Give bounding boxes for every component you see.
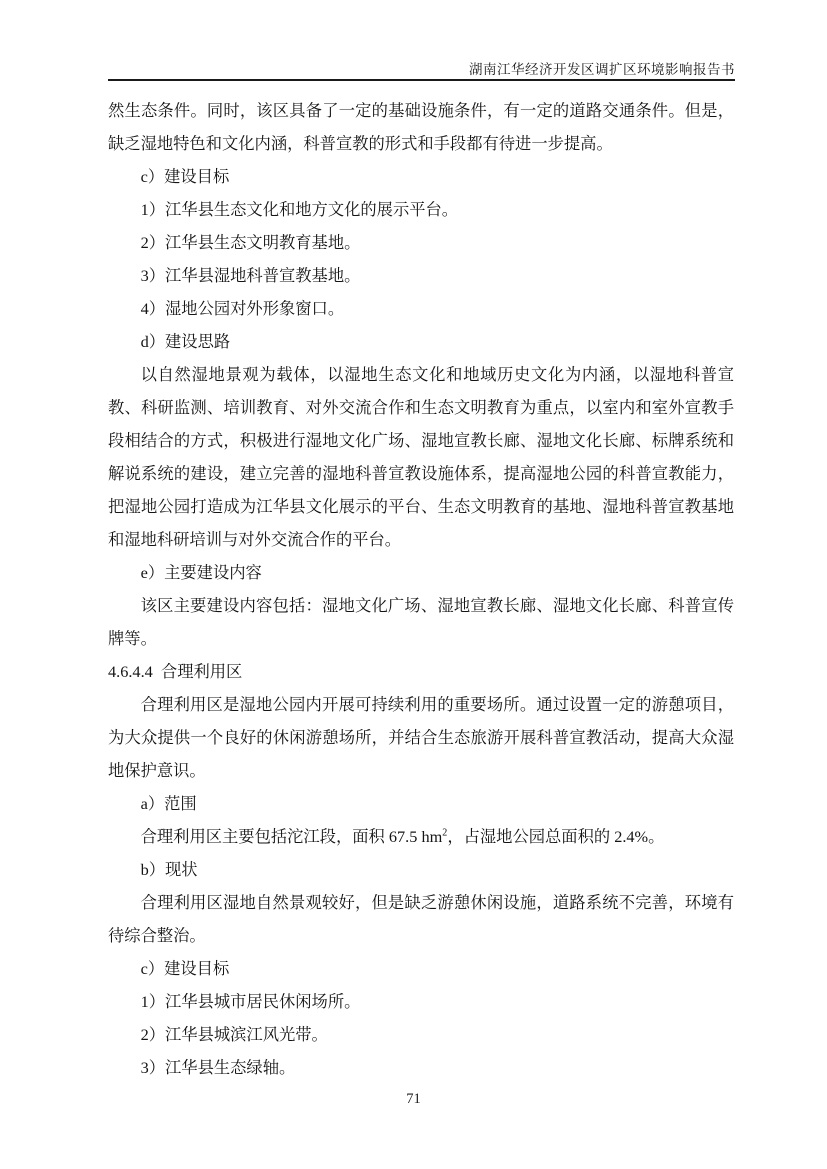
list-item: 1）江华县生态文化和地方文化的展示平台。 xyxy=(140,200,459,219)
page-header-title: 湖南江华经济开发区调扩区环境影响报告书 xyxy=(469,62,735,77)
list-item: 3）江华县湿地科普宣教基地。 xyxy=(140,266,361,285)
list-item: d）建设思路 xyxy=(140,332,231,351)
list-item: 3）江华县生态绿轴。 xyxy=(140,1058,296,1077)
list-item: 4）湿地公园对外形象窗口。 xyxy=(140,299,345,318)
paragraph: 合理利用区湿地自然景观较好，但是缺乏游憩休闲设施，道路系统不完善，环境有待综合整治。 xyxy=(108,893,734,945)
header-rule xyxy=(108,79,735,81)
page-number: 71 xyxy=(406,1091,421,1107)
paragraph: 合理利用区是湿地公园内开展可持续利用的重要场所。通过设置一定的游憩项目，为大众提供一个良好的休闲游憩场所，并结合生态旅游开展科普宣教活动，提高大众湿地保护意识。 xyxy=(108,695,734,780)
list-item: b）现状 xyxy=(140,860,198,879)
section-heading: 4.6.4.4 合理利用区 xyxy=(108,662,243,681)
area-text-post: ，占湿地公园总面积的 2.4%。 xyxy=(447,827,665,846)
list-item: 1）江华县城市居民休闲场所。 xyxy=(140,992,361,1011)
list-item: c）建设目标 xyxy=(140,959,230,978)
paragraph: 以自然湿地景观为载体，以湿地生态文化和地域历史文化为内涵，以湿地科普宣教、科研监测、培训教育、对外交流合作和生态文明教育为重点，以室内和室外宣教手段相结合的方式，积极进行湿地文化广场、湿地宣教长廊、湿地文化长廊、标牌系统和解说系统的建设，建立完善的湿地科普宣教设施体系，提高湿地公园的科普宣教能力，把湿地公园打造成为江华县文化展示的平台、生态文明教育的基地、湿地科普宣教基地和湿地科研培训与对外交流合作的平台。 xyxy=(108,365,734,549)
document-body xyxy=(108,94,734,1084)
paragraph-continuation: 然生态条件。同时，该区具备了一定的基础设施条件，有一定的道路交通条件。但是，缺乏湿地特色和文化内涵，科普宣教的形式和手段都有待进一步提高。 xyxy=(108,101,734,153)
list-item: 2）江华县生态文明教育基地。 xyxy=(140,233,361,252)
list-item: 2）江华县城滨江风光带。 xyxy=(140,1025,328,1044)
superscript-2: 2 xyxy=(442,827,448,839)
area-text-pre: 合理利用区主要包括沱江段，面积 67.5 hm xyxy=(140,827,443,846)
paragraph-with-superscript xyxy=(108,820,734,853)
paragraph: 该区主要建设内容包括：湿地文化广场、湿地宣教长廊、湿地文化长廊、科普宣传牌等。 xyxy=(108,596,734,648)
list-item: c）建设目标 xyxy=(140,167,230,186)
list-item: a）范围 xyxy=(140,794,197,813)
list-item: e）主要建设内容 xyxy=(140,563,262,582)
